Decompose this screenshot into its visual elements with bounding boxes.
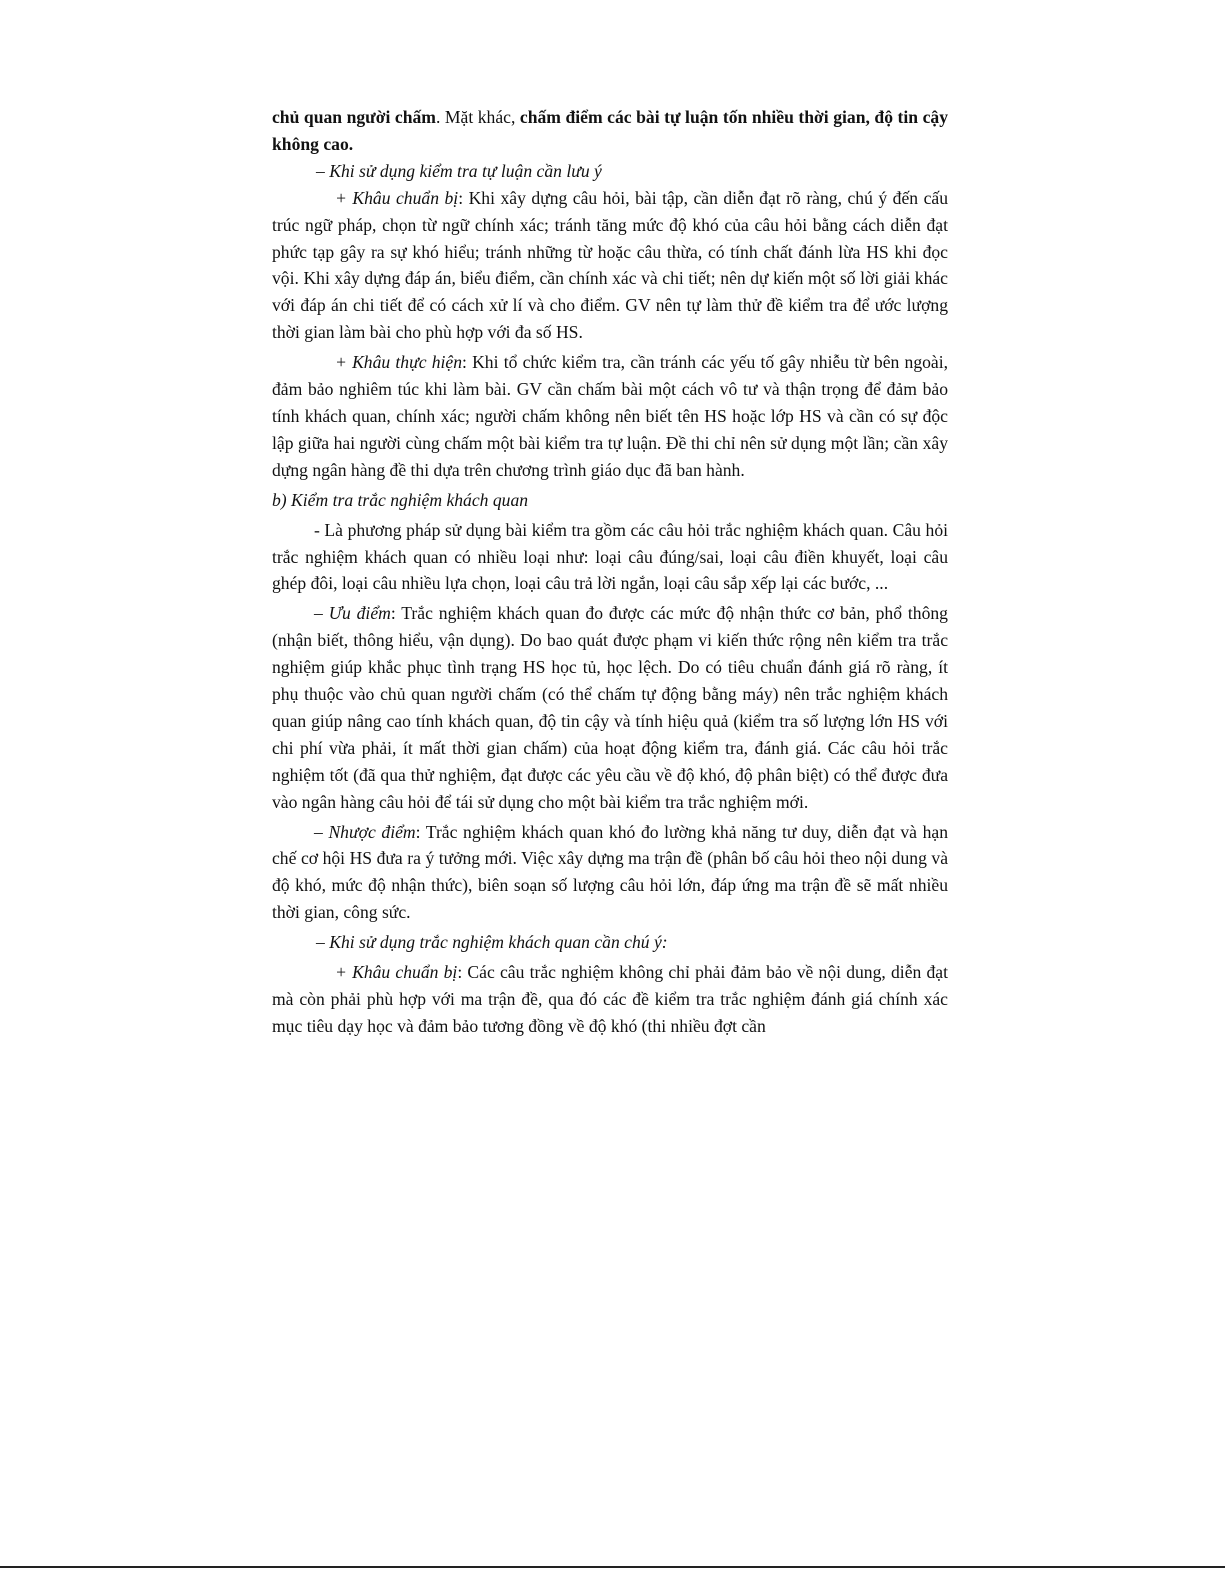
subheading-essay-notes <box>272 158 948 185</box>
paragraph-advantages <box>272 600 948 815</box>
paragraph-disadvantages <box>272 819 948 927</box>
paragraph-essay-execution <box>272 349 948 484</box>
section-heading-objective-tests: b) Kiểm tra trắc nghiệm khách quan <box>272 489 529 510</box>
paragraph-essay-preparation <box>272 185 948 346</box>
subheading-text: Khi sử dụng kiểm tra tự luận cần lưu ý <box>329 160 602 181</box>
paragraph-text: : Khi tổ chức kiểm tra, cần tránh các yếu tố gây nhiễu từ bên ngoài, đảm bảo nghiêm túc khi làm bài. GV cần chấm bài một cách vô tư và thận trọng để đảm bảo tính khách quan, chính xác; người chấm không nên biết tên HS hoặc lớp HS và cần có sự độc lập giữa hai người cùng chấm một bài kiểm tra tự luận. Đề thi chỉ nên sử dụng một lần; cần xây dựng ngân hàng đề thi dựa trên chương trình giáo dục đã ban hành. <box>272 352 949 480</box>
dash-bullet: – <box>314 821 329 842</box>
paragraph-label: + Khâu chuẩn bị <box>335 187 459 208</box>
dash-bullet: – <box>314 603 329 624</box>
paragraph-text: : Các câu trắc nghiệm không chỉ phải đảm bảo về nội dung, diễn đạt mà còn phải phù hợp với ma trận đề, qua đó các đề kiểm tra trắc nghiệm đánh giá chính xác mục tiêu dạy học và đảm bảo tương đồng về độ khó (thi nhiều đợt cần <box>272 962 949 1036</box>
paragraph-intro <box>272 104 948 158</box>
dash-bullet: – <box>316 160 330 181</box>
dash-bullet: – <box>316 932 330 953</box>
bold-phrase-subjective: chủ quan người chấm <box>272 107 436 127</box>
page-bottom-rule <box>0 1566 1225 1568</box>
subheading-text: Khi sử dụng trắc nghiệm khách quan cần chú ý: <box>329 932 668 953</box>
paragraph-label: Ưu điểm <box>328 603 391 624</box>
paragraph-label: + Khâu chuẩn bị <box>335 962 458 983</box>
paragraph-objective-preparation <box>272 959 948 1040</box>
bold-phrase-time-reliability: chấm điểm các bài tự luận tốn nhiều thời gian, độ tin cậy không cao. <box>272 107 948 154</box>
paragraph-text: : Khi xây dựng câu hỏi, bài tập, cần diễn đạt rõ ràng, chú ý đến cấu trúc ngữ pháp, chọn từ ngữ chính xác; tránh tăng mức độ khó của câu hỏi bằng cách diễn đạt phức tạp gây ra sự khó hiểu; tránh những từ hoặc câu thừa, có tính chất đánh lừa HS khi đọc vội. Khi xây dựng đáp án, biểu điểm, cần chính xác và chi tiết; nên dự kiến một số lời giải khác với đáp án chi tiết để có cách xử lí và cho điểm. GV nên tự làm thử đề kiểm tra để ước lượng thời gian làm bài cho phù hợp với đa số HS. <box>272 187 949 343</box>
paragraph-label: + Khâu thực hiện <box>335 352 462 373</box>
subheading-objective-notes <box>272 929 948 956</box>
document-body <box>272 104 948 1040</box>
paragraph-text: : Trắc nghiệm khách quan khó đo lường khả năng tư duy, diễn đạt và hạn chế cơ hội HS đưa ra ý tưởng mới. Việc xây dựng ma trận đề (phân bố câu hỏi theo nội dung và độ khó, mức độ nhận thức), biên soạn số lượng câu hỏi lớn, đáp ứng ma trận đề sẽ mất nhiều thời gian, công sức. <box>272 821 949 923</box>
paragraph-objective-definition: - Là phương pháp sử dụng bài kiểm tra gồm các câu hỏi trắc nghiệm khách quan. Câu hỏi trắc nghiệm khách quan có nhiều loại như: loại câu đúng/sai, loại câu điền khuyết, loại câu ghép đôi, loại câu nhiều lựa chọn, loại câu trả lời ngắn, loại câu sắp xếp lại các bước, ... <box>272 519 948 594</box>
paragraph-label: Nhược điểm <box>328 821 416 842</box>
paragraph-text: . Mặt khác, <box>435 107 520 127</box>
paragraph-text: : Trắc nghiệm khách quan đo được các mức độ nhận thức cơ bản, phổ thông (nhận biết, thông hiểu, vận dụng). Do bao quát được phạm vi kiến thức rộng nên kiểm tra trắc nghiệm giúp khắc phục tình trạng HS học tủ, học lệch. Do có tiêu chuẩn đánh giá rõ ràng, ít phụ thuộc vào chủ quan người chấm (có thể chấm tự động bằng máy) nên trắc nghiệm khách quan giúp nâng cao tính khách quan, độ tin cậy và tính hiệu quả (kiểm tra số lượng lớn HS với chi phí vừa phải, ít mất thời gian chấm) của hoạt động kiểm tra, đánh giá. Các câu hỏi trắc nghiệm tốt (đã qua thử nghiệm, đạt được các yêu cầu về độ khó, độ phân biệt) có thể được đưa vào ngân hàng câu hỏi để tái sử dụng cho một bài kiểm tra trắc nghiệm mới. <box>272 603 948 812</box>
